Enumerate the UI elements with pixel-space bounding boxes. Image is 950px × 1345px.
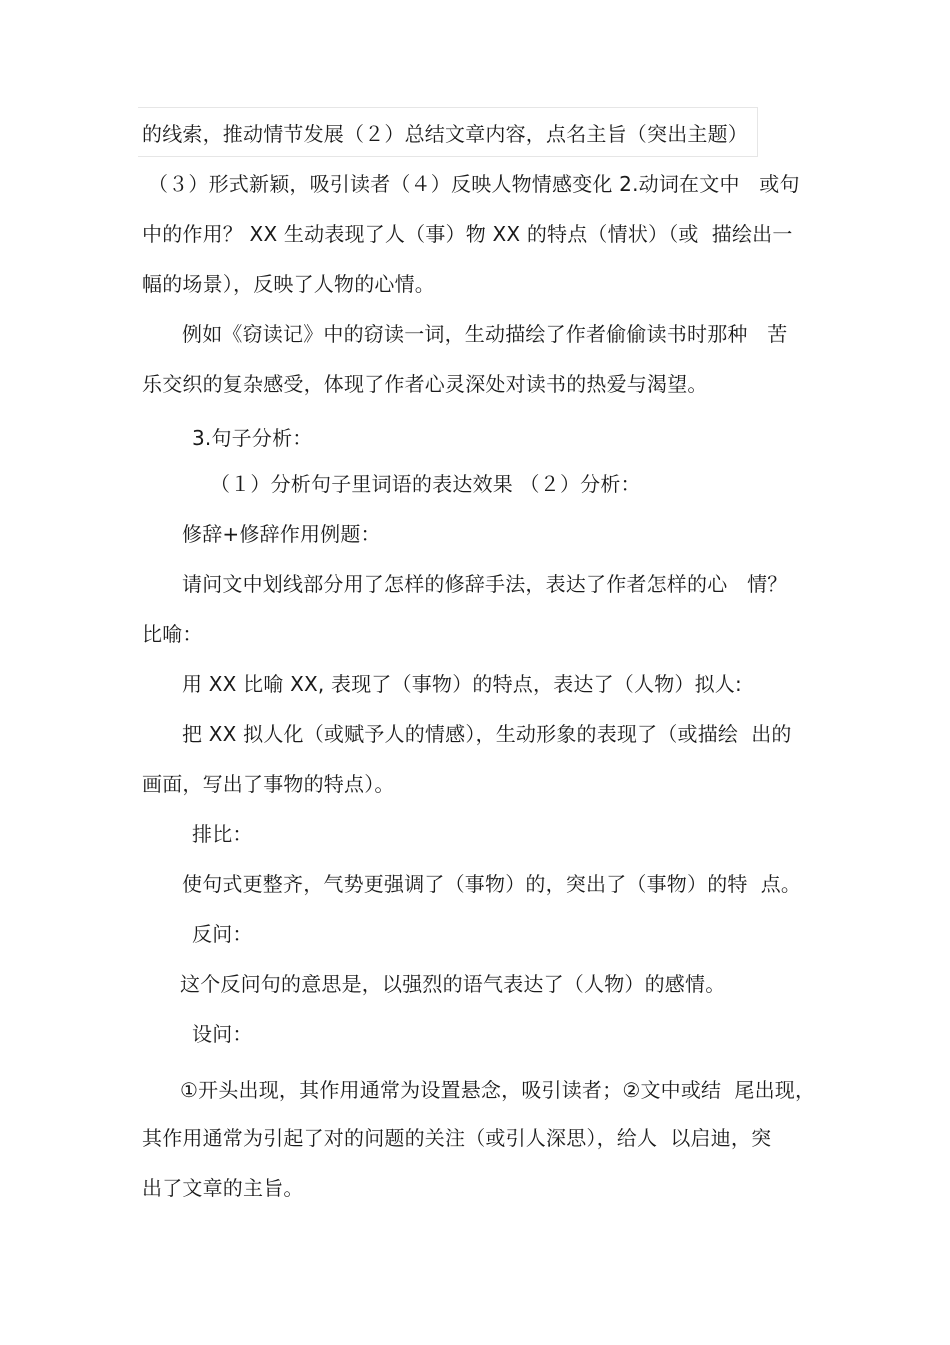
text-line-8: （１）分析句子里词语的表达效果 （２）分析： <box>210 472 641 496</box>
text-line-13: 把 XX 拟人化（或赋予人的情感），生动形象的表现了（或描绘 出的 <box>182 722 792 746</box>
label-setting-question: 设问： <box>192 1022 253 1046</box>
text-line-9: 修辞+修辞作用例题： <box>182 522 381 546</box>
text-line-5: 例如《窃读记》中的窃读一词，生动描绘了作者偷偷读书时那种 苦 <box>182 322 788 346</box>
text-line-16: 使句式更整齐，气势更强调了（事物）的，突出了（事物）的特 点。 <box>182 872 802 896</box>
text-line-12: 用 XX 比喻 XX, 表现了（事物）的特点，表达了（人物）拟人: <box>182 672 742 696</box>
label-parallelism: 排比： <box>192 822 253 846</box>
text-line-3: 中的作用？ XX 生动表现了人（事）物 XX 的特点（情状）（或 描绘出一 <box>142 222 793 246</box>
text-line-20: ①开头出现，其作用通常为设置悬念，吸引读者；②文中或结 尾出现， <box>180 1078 816 1102</box>
text-line-18: 这个反问句的意思是，以强烈的语气表达了（人物）的感情。 <box>180 972 726 996</box>
text-line-2: （３）形式新颖，吸引读者（４）反映人物情感变化 2.动词在文中 或句 <box>148 172 800 196</box>
label-rhetorical-question: 反问： <box>192 922 253 946</box>
section-heading-sentence-analysis: 3.句子分析： <box>192 426 313 450</box>
text-line-22: 出了文章的主旨。 <box>142 1176 304 1200</box>
text-line-10: 请问文中划线部分用了怎样的修辞手法，表达了作者怎样的心 情？ <box>182 572 788 596</box>
text-line-14: 画面，写出了事物的特点）。 <box>142 772 395 796</box>
text-line-4: 幅的场景），反映了人物的心情。 <box>142 272 435 296</box>
text-line-21: 其作用通常为引起了对的问题的关注（或引人深思），给人 以启迪，突 <box>142 1126 772 1150</box>
text-line-6: 乐交织的复杂感受，体现了作者心灵深处对读书的热爱与渴望。 <box>142 372 708 396</box>
label-metaphor: 比喻： <box>142 622 203 646</box>
text-line-1: 的线索，推动情节发展（２）总结文章内容，点名主旨（突出主题） <box>142 122 748 146</box>
